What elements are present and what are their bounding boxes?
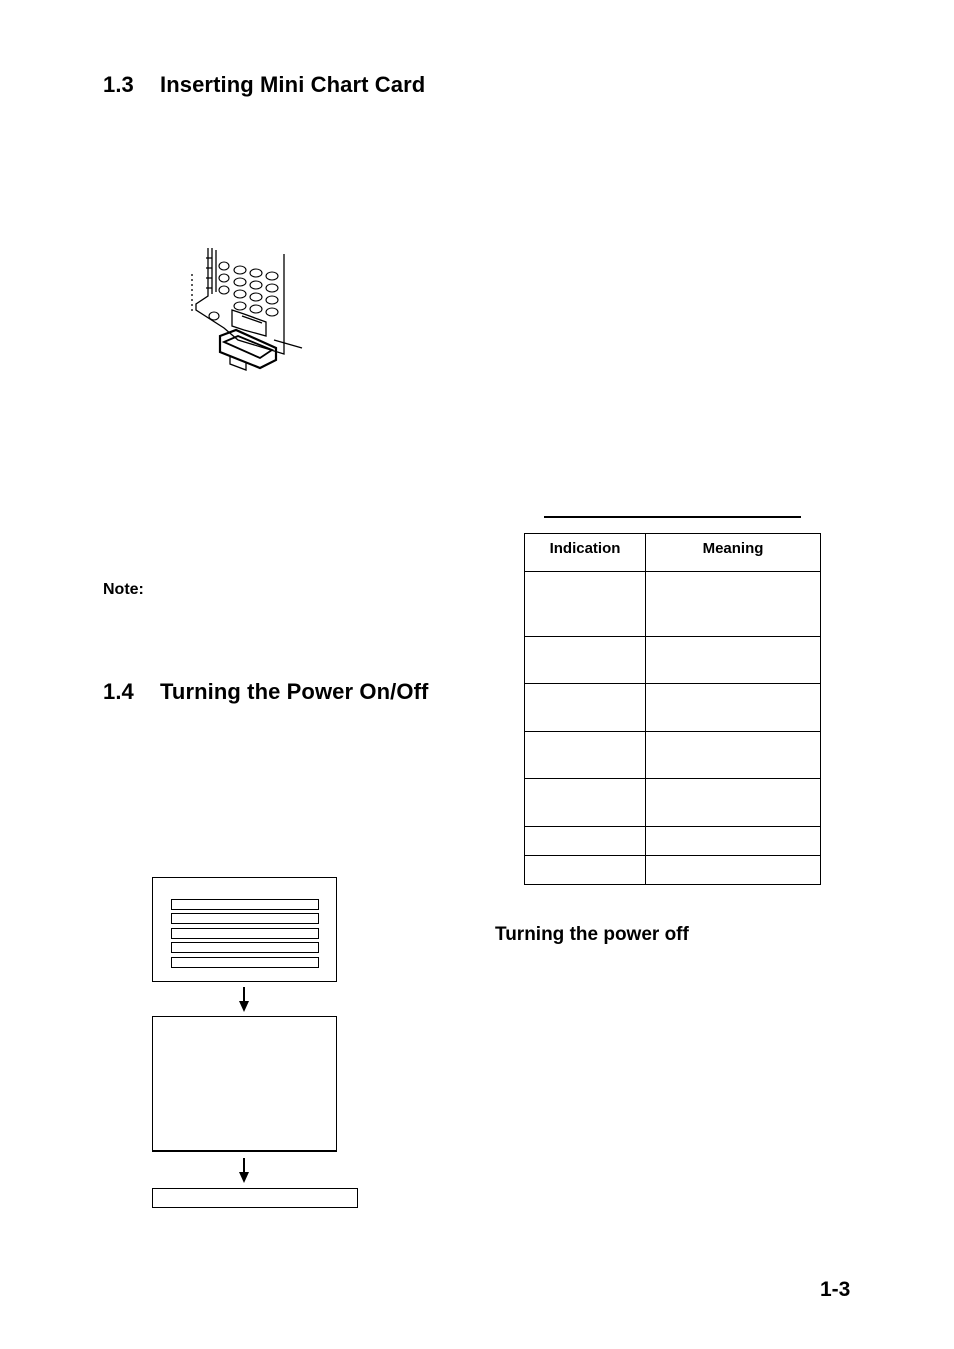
table-title-rule [544,516,801,518]
table-cell [525,856,646,885]
result-display-box [152,1188,358,1208]
table-cell [646,779,821,827]
table-row [525,637,821,684]
table-cell [525,732,646,779]
table-cell [525,779,646,827]
chart-card-slot-illustration [184,244,306,372]
section-number: 1.4 [103,679,134,704]
down-arrow-icon [236,1158,252,1184]
indication-table [524,533,821,885]
power-off-heading: Turning the power off [495,924,689,945]
table-cell [646,856,821,885]
table-cell [525,684,646,732]
column-header-meaning: Meaning [646,534,821,572]
table-cell [525,827,646,856]
startup-bar [171,957,319,968]
section-number: 1.3 [103,72,134,97]
section-title: Inserting Mini Chart Card [160,72,426,97]
page-number: 1-3 [820,1278,851,1301]
test-screen-box [152,1016,337,1152]
table-row [525,827,821,856]
section-heading-1-4 [103,679,428,705]
table-cell [646,684,821,732]
startup-bar [171,913,319,924]
startup-screen-box [152,877,337,982]
note-label: Note: [103,581,144,598]
table-row [525,684,821,732]
table-row [525,779,821,827]
table-cell [525,572,646,637]
section-heading-1-3 [103,72,425,98]
table-cell [525,637,646,684]
column-header-indication: Indication [525,534,646,572]
section-title: Turning the Power On/Off [160,679,429,704]
table-cell [646,572,821,637]
table-row [525,732,821,779]
table-row [525,572,821,637]
startup-bar [171,899,319,910]
table-cell [646,732,821,779]
startup-bar [171,928,319,939]
down-arrow-icon [236,987,252,1013]
table-row [525,856,821,885]
table-cell [646,827,821,856]
table-header-row [525,534,821,572]
startup-bar [171,942,319,953]
table-cell [646,637,821,684]
